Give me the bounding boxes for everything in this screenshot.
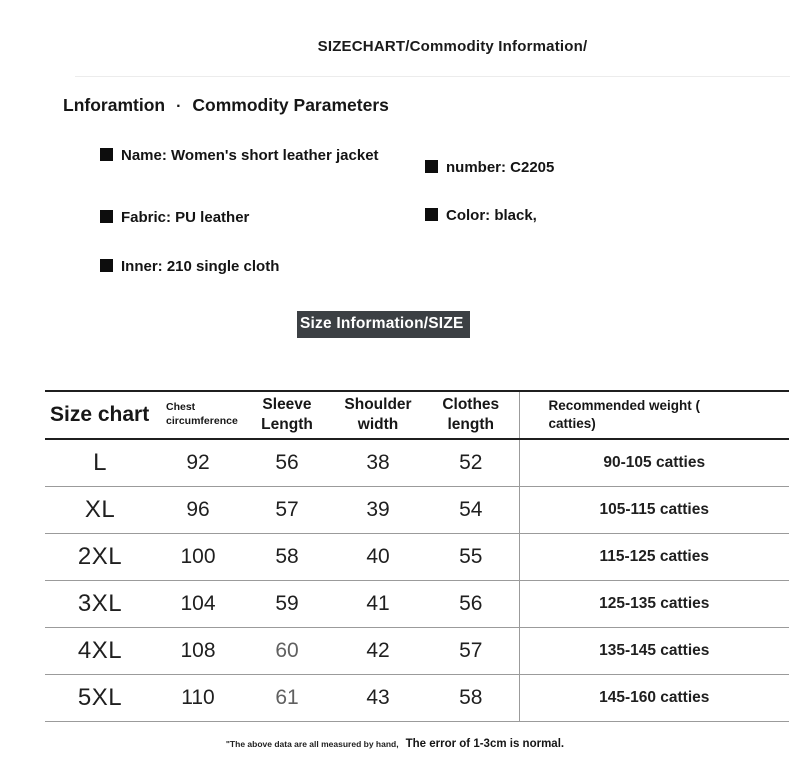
cell-weight: 135-145 catties — [519, 627, 789, 674]
param-name-label: Name: Women's short leather jacket — [121, 147, 379, 164]
param-fabric-label: Fabric: PU leather — [121, 209, 250, 226]
bullet-square-icon — [100, 210, 113, 223]
cell-clothes: 57 — [459, 638, 483, 662]
cell-shoulder: 38 — [366, 450, 390, 474]
cell-weight: 145-160 catties — [519, 674, 789, 721]
dot-separator-icon: · — [176, 98, 182, 115]
cell-weight: 125-135 catties — [519, 580, 789, 627]
cell-clothes: 55 — [459, 544, 483, 568]
param-number-label: number: C2205 — [446, 159, 555, 176]
cell-chest: 110 — [181, 685, 215, 709]
footnote — [0, 734, 790, 752]
cell-clothes: 52 — [459, 450, 483, 474]
cell-sleeve: 58 — [275, 544, 299, 568]
table-header-row — [45, 391, 789, 439]
table-row — [45, 674, 789, 721]
cell-size: 2XL — [77, 542, 123, 570]
cell-shoulder: 40 — [366, 544, 390, 568]
table-row — [45, 439, 789, 486]
section-heading — [63, 95, 389, 116]
cell-clothes: 58 — [459, 685, 483, 709]
table-row — [45, 580, 789, 627]
col-header-clothes-length: Clothes length — [442, 395, 500, 433]
cell-shoulder: 42 — [366, 638, 390, 662]
bullet-square-icon — [100, 148, 113, 161]
cell-weight: 90-105 catties — [519, 439, 789, 486]
footnote-large-text: The error of 1-3cm is normal. — [405, 738, 565, 750]
section-heading-right: Commodity Parameters — [192, 95, 389, 115]
cell-clothes: 54 — [459, 497, 483, 521]
bullet-square-icon — [425, 208, 438, 221]
cell-size: XL — [84, 495, 116, 523]
cell-size: L — [93, 448, 107, 476]
size-information-banner: Size Information/SIZE — [297, 311, 470, 338]
cell-shoulder: 41 — [366, 591, 390, 615]
table-row — [45, 533, 789, 580]
cell-chest: 96 — [186, 497, 210, 521]
cell-sleeve: 56 — [275, 450, 299, 474]
table-row — [45, 486, 789, 533]
page-title: SIZECHART/Commodity Information/ — [317, 38, 588, 55]
cell-chest: 104 — [180, 591, 216, 615]
cell-size: 4XL — [77, 636, 123, 664]
col-header-recommended-weight-text: Recommended weight ( catties) — [548, 398, 701, 431]
cell-sleeve: 61 — [275, 685, 299, 709]
cell-sleeve: 59 — [275, 591, 299, 615]
param-color — [425, 206, 537, 225]
cell-sleeve: 60 — [275, 638, 299, 662]
param-number — [425, 158, 554, 177]
footnote-small-text: "The above data are all measured by hand, — [225, 739, 399, 749]
size-chart-table — [45, 390, 789, 722]
cell-sleeve: 57 — [275, 497, 299, 521]
cell-clothes: 56 — [459, 591, 483, 615]
param-color-label: Color: black, — [446, 207, 537, 224]
section-heading-left: Lnforamtion — [63, 95, 166, 115]
cell-shoulder: 39 — [366, 497, 390, 521]
col-header-shoulder-width: Shoulder width — [344, 395, 412, 433]
param-inner-label: Inner: 210 single cloth — [121, 258, 280, 275]
cell-shoulder: 43 — [366, 685, 390, 709]
cell-weight: 115-125 catties — [519, 533, 789, 580]
cell-chest: 92 — [186, 450, 210, 474]
col-header-size-chart: Size chart — [50, 403, 150, 426]
table-row — [45, 627, 789, 674]
cell-chest: 100 — [180, 544, 216, 568]
col-header-chest-circumference: Chest circumference — [166, 401, 238, 427]
bullet-square-icon — [100, 259, 113, 272]
cell-chest: 108 — [180, 638, 216, 662]
cell-weight: 105-115 catties — [519, 486, 789, 533]
cell-size: 3XL — [77, 589, 123, 617]
param-fabric — [100, 208, 249, 227]
param-inner — [100, 257, 279, 276]
param-name — [100, 146, 380, 165]
col-header-sleeve-length: Sleeve Length — [261, 395, 313, 433]
col-header-recommended-weight — [519, 391, 789, 439]
cell-size: 5XL — [77, 683, 123, 711]
divider — [75, 76, 790, 77]
bullet-square-icon — [425, 160, 438, 173]
